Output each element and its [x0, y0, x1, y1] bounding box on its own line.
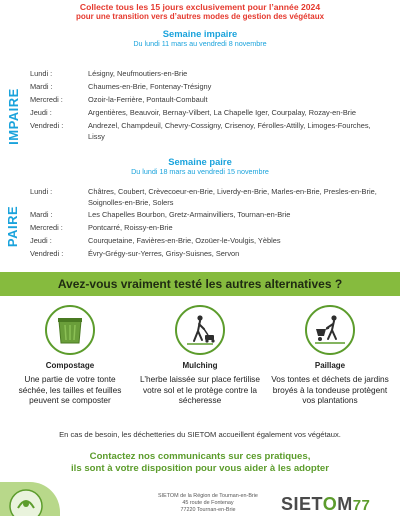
brand-part1: SIET	[281, 494, 323, 514]
address-line1: SIETOM de la Région de Tournan-en-Brie	[158, 493, 258, 499]
alternative-mulching	[140, 305, 260, 406]
day-label: Mercredi :	[30, 95, 63, 104]
alternative-title: Mulching	[182, 361, 218, 370]
towns-list: Pontcarré, Roissy-en-Brie	[88, 223, 173, 232]
lawnmower-icon	[175, 305, 225, 355]
day-label: Mardi :	[30, 210, 53, 219]
alternative-description: Vos tontes et déchets de jardins broyés à la tondeuse protègent vos plantations	[271, 374, 389, 405]
address-line2: 45 route de Fontenay	[182, 500, 234, 506]
sietom-logo	[281, 494, 370, 515]
paire-vertical-label	[3, 186, 23, 266]
contact-line1: Contactez nos communicants sur ces pratiques,	[89, 451, 311, 462]
towns-list: Évry-Grégy-sur-Yerres, Grisy-Suisnes, Servon	[88, 249, 240, 258]
day-label: Mardi :	[30, 82, 53, 91]
paire-label: PAIRE	[5, 205, 21, 247]
wheelbarrow-icon	[305, 305, 355, 355]
paire-title: Semaine paire	[168, 156, 232, 167]
contact-line2: ils sont à votre disposition pour vous aider à les adopter	[70, 463, 330, 474]
towns-list: Lésigny, Neufmoutiers-en-Brie	[88, 69, 188, 78]
impaire-vertical-label	[3, 66, 23, 166]
paire-subtitle: Du lundi 18 mars au vendredi 15 novembre	[131, 167, 269, 176]
alternatives-banner	[0, 272, 400, 296]
towns-list: Argentières, Beauvoir, Bernay-Vilbert, La Chapelle Iger, Courpalay, Rozay-en-Brie	[88, 108, 356, 117]
towns-list: Chaumes-en-Brie, Fontenay-Trésigny	[88, 82, 212, 91]
page-header	[0, 2, 400, 22]
badge-logo	[0, 482, 60, 516]
brand-part2: M	[337, 494, 353, 514]
header-line2: pour une transition vers d’autres modes de gestion des végétaux	[75, 12, 325, 21]
day-label: Vendredi :	[30, 121, 64, 130]
impaire-title: Semaine impaire	[162, 28, 238, 39]
day-label: Lundi :	[30, 69, 53, 78]
towns-list: Ozoir-la-Ferrière, Pontault-Combault	[88, 95, 208, 104]
day-label: Mercredi :	[30, 223, 63, 232]
impaire-label: IMPAIRE	[5, 87, 21, 145]
day-label: Jeudi :	[30, 236, 52, 245]
towns-list: Les Chapelles Bourbon, Gretz-Armainvilliers, Tournan-en-Brie	[88, 210, 291, 219]
contact-message	[0, 451, 400, 475]
towns-list: Châtres, Coubert, Crèvecoeur-en-Brie, Liverdy-en-Brie, Marles-en-Brie, Presles-en-Brie, Soignolles-en-Brie, Solers	[88, 187, 377, 207]
alternative-title: Compostage	[45, 361, 95, 370]
impaire-week-heading	[0, 28, 400, 48]
brand-o: O	[322, 494, 338, 514]
day-label: Jeudi :	[30, 108, 52, 117]
alternative-paillage	[270, 305, 390, 406]
alternative-description: L’herbe laissée sur place fertilise votre sol et le protège contre la sécheresse	[140, 374, 260, 405]
paire-week-heading	[0, 156, 400, 176]
alternative-compostage	[10, 305, 130, 406]
alternative-description: Une partie de votre tonte séchée, les tailles et feuilles peuvent se composter	[18, 374, 122, 405]
impaire-subtitle: Du lundi 11 mars au vendredi 8 novembre	[133, 39, 267, 48]
compost-bin-icon	[45, 305, 95, 355]
address-line3: 77220 Tournan-en-Brie	[180, 507, 236, 513]
banner-text: Avez-vous vraiment testé les autres alternatives ?	[57, 277, 343, 291]
towns-list: Andrezel, Champdeuil, Chevry-Cossigny, Crisenoy, Férolles-Attilly, Limoges-Fourches, Lissy	[88, 121, 371, 141]
day-label: Vendredi :	[30, 249, 64, 258]
dechetteries-note: En cas de besoin, les déchetteries du SIETOM accueillent également vos végétaux.	[59, 430, 341, 439]
towns-list: Courquetaine, Favières-en-Brie, Ozoüer-le-Voulgis, Yèbles	[88, 236, 281, 245]
header-line1: Collecte tous les 15 jours exclusivement pour l’année 2024	[79, 2, 321, 12]
brand-number: 77	[352, 497, 371, 514]
sietom-address	[148, 493, 268, 514]
day-label: Lundi :	[30, 187, 53, 196]
alternative-title: Paillage	[314, 361, 346, 370]
